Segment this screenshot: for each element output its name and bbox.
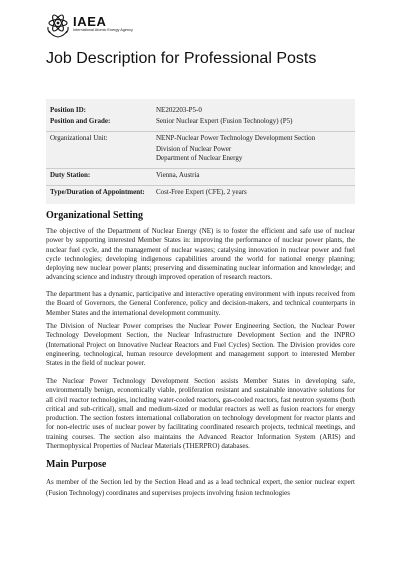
main-purpose-heading: Main Purpose [46, 459, 107, 470]
org-setting-paragraph-2: The department has a dynamic, participative and interactive operating environment with inputs received from the Board of Governors, the General Conference, policy and decision-makers, and technical counterparts in Member States and the international development community. [46, 290, 355, 317]
position-info-table [46, 99, 355, 204]
position-grade-label: Position and Grade: [50, 117, 111, 125]
org-unit-department: Department of Nuclear Energy [156, 154, 243, 162]
org-setting-heading: Organizational Setting [46, 210, 143, 221]
position-id-label: Position ID: [50, 106, 86, 114]
org-unit-row [46, 133, 355, 164]
position-grade-value: Senior Nuclear Expert (Fusion Technology) (P5) [156, 117, 293, 125]
document-title: Job Description for Professional Posts [46, 50, 317, 67]
duty-station-label: Duty Station: [50, 171, 91, 179]
org-setting-paragraph-3: The Division of Nuclear Power comprises the Nuclear Power Engineering Section, the Nuclear Power Technology Development Section, the Nuclear Infrastructure Development Section and the INPRO (International Project on Innovative Nuclear Reactors and Fuel Cycles) Section. The Division provides core engineering, technological, human resource development and management support to interested Member States in the field of nuclear power. [46, 322, 355, 368]
appointment-value: Cost-Free Expert (CFE), 2 years [156, 188, 247, 196]
position-grade-row [46, 116, 355, 127]
org-setting-paragraph-4: The Nuclear Power Technology Development Section assists Member States in developing safe, environmentally benign, economically viable, proliferation resistant and sustainable innovative solutions for all civil reactor technologies, including water-cooled reactors, gas-cooled reactors, fast neutron systems (both critical and sub-critical), small and medium-sized or modular reactors as well as fusion reactors for energy production. The section fosters international collaboration on technology development for reactor plants and for non-electric uses of nuclear power by facilitating coordinated research projects, technical meetings, and training courses. The section also maintains the Advanced Reactor Information System (ARIS) and Thermophysical Properties of Nuclear Materials (THERPRO) databases. [46, 377, 355, 451]
org-setting-paragraph-1: The objective of the Department of Nuclear Energy (NE) is to foster the efficient and safe use of nuclear power by supporting interested Member States in: improving the performance of nuclear power plants, the nuclear fuel cycle, and the management of nuclear wastes; catalysing innovation in nuclear power and fuel cycle technologies; developing indigenous capabilities around the world for national energy planning; deploying new nuclear power plants; preserving and disseminating nuclear information and knowledge; and advancing science and industry through improved operation of research reactors. [46, 227, 355, 282]
position-id-value: NE202203-P5-0 [156, 106, 202, 114]
org-unit-value [152, 133, 355, 164]
main-purpose-paragraph: As member of the Section led by the Section Head and as a lead technical expert, the senior nuclear expert (Fusion Technology) coordinates and supervises projects involving fusion technologies [46, 478, 355, 497]
appointment-row [46, 187, 355, 198]
duty-station-row [46, 170, 355, 181]
duty-station-value: Vienna, Austria [156, 171, 200, 179]
logo-name: IAEA [73, 14, 107, 29]
org-unit-division: Division of Nuclear Power [156, 145, 232, 153]
position-id-row [46, 105, 355, 116]
iaea-logo [46, 12, 133, 38]
org-unit-section: NENP-Nuclear Power Technology Development Section [156, 134, 316, 142]
logo-subtitle: International Atomic Energy Agency [73, 28, 133, 32]
org-unit-label: Organizational Unit: [50, 134, 108, 142]
atom-emblem-icon [46, 12, 70, 38]
appointment-label: Type/Duration of Appointment: [50, 188, 145, 196]
